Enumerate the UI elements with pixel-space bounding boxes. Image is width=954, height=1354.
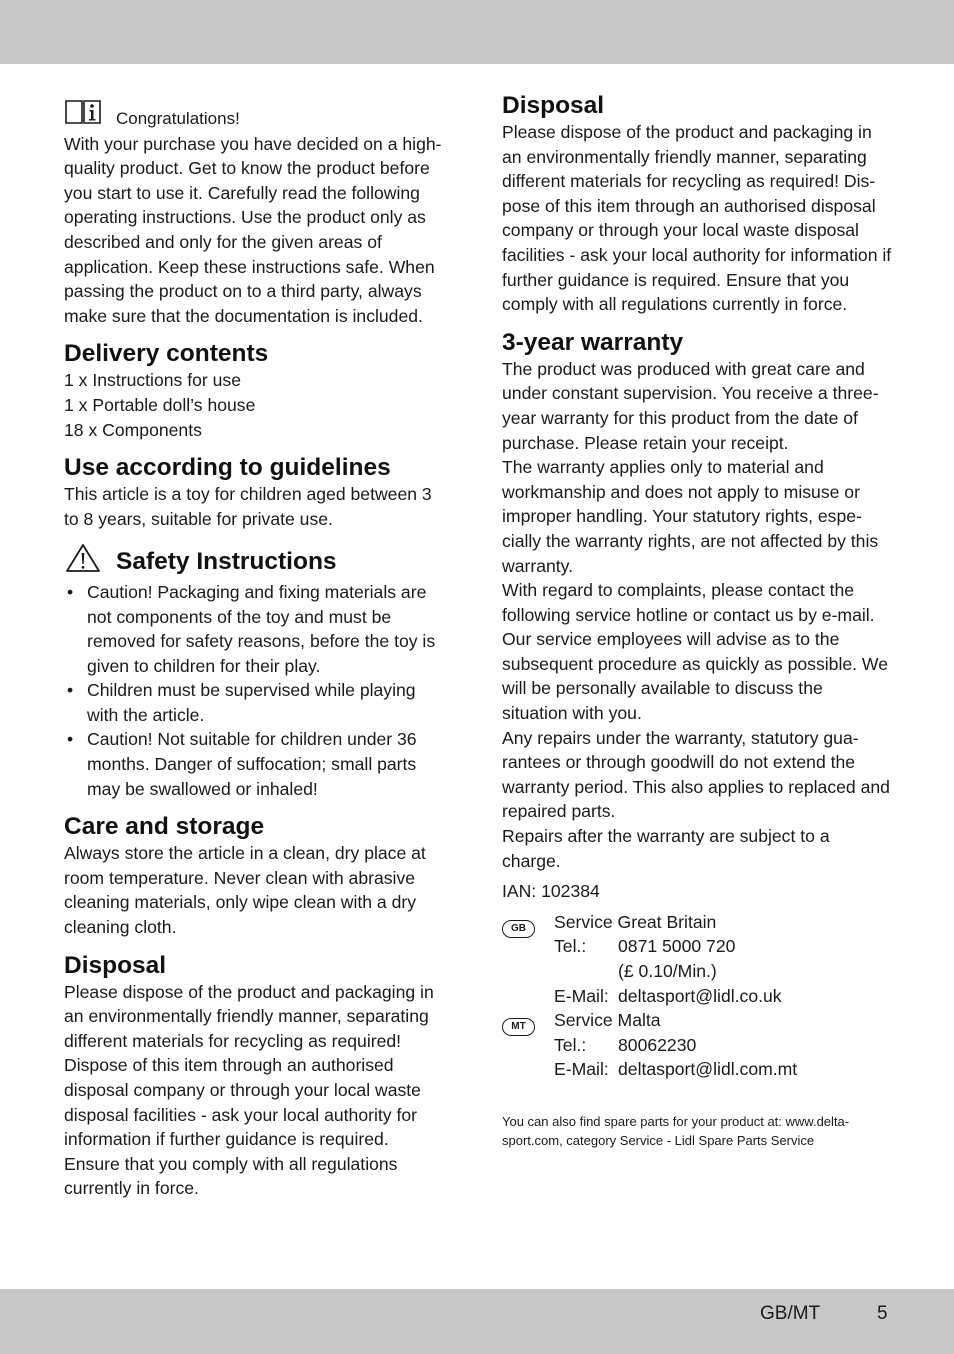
header-band xyxy=(0,0,954,64)
service-mt-tel: 80062230 xyxy=(618,1034,697,1055)
disposal-left-title: Disposal xyxy=(64,951,167,979)
safety-header xyxy=(64,543,449,580)
warranty-paragraph: Any repairs under the warranty, statutory gua-rantees or through goodwill do not extend the warranty period. This also applies to replaced and repaired parts. xyxy=(502,727,890,822)
service-mt xyxy=(502,1008,892,1082)
delivery-item: 1 x Instructions for use xyxy=(64,370,241,391)
delivery-item: 1 x Portable doll’s house xyxy=(64,394,256,415)
warranty-paragraph: The product was produced with great care and under constant supervision. You receive a three-year warranty for this product from the date of purchase. Please retain your receipt. xyxy=(502,358,879,453)
delivery-title: Delivery contents xyxy=(64,340,269,368)
service-gb-tel: 0871 5000 720 xyxy=(618,936,736,957)
service-gb xyxy=(502,910,892,1008)
intro-greeting: Congratulations! xyxy=(116,109,240,128)
guidelines-section xyxy=(64,454,449,531)
disposal-left-section xyxy=(64,952,449,1201)
warranty-title: 3-year warranty xyxy=(502,328,684,356)
page-number: 5 xyxy=(877,1303,888,1324)
delivery-item: 18 x Components xyxy=(64,419,202,440)
info-book-icon xyxy=(64,97,102,132)
safety-item: • Caution! Packaging and fixing materials are not components of the toy and must be removed for safety reasons, before the toy is given to children for their play. xyxy=(64,580,449,678)
gb-country-badge: GB xyxy=(502,920,535,938)
warning-triangle-icon xyxy=(64,543,102,580)
spare-parts-note: You can also find spare parts for your product at: www.delta-sport.com, category Service - Lidl Spare Parts Service xyxy=(502,1113,850,1148)
warranty-section xyxy=(502,329,892,873)
safety-item: • Children must be supervised while playing with the article. xyxy=(64,678,449,727)
intro-text: With your purchase you have decided on a high-quality product. Get to know the product before you start to use it. Carefully read the following operating instructions. Use the product only as described and only for the given areas of application. Keep these instructions safe. When passing the product on to a third party, always make sure that the documentation is included. xyxy=(64,133,442,326)
guidelines-text: This article is a toy for children aged between 3 to 8 years, suitable for private use. xyxy=(64,484,432,529)
service-gb-email: deltasport@lidl.co.uk xyxy=(618,985,782,1006)
intro-header xyxy=(64,97,449,132)
ian-number: IAN: 102384 xyxy=(502,881,600,902)
disposal-right-section xyxy=(502,92,892,317)
service-mt-name: Service Malta xyxy=(554,1010,661,1031)
safety-list xyxy=(64,580,449,801)
service-gb-name: Service Great Britain xyxy=(554,911,717,932)
warranty-paragraph: With regard to complaints, please contact the following service hotline or contact us by e-mail. Our service employees will advise as to the subsequent procedure as quickly as possible. We will be personally available to discuss the situation with you. xyxy=(502,580,888,724)
service-mt-tel-label: Tel.: xyxy=(554,1034,587,1055)
service-gb-tel-note: (£ 0.10/Min.) xyxy=(618,961,717,981)
safety-item: • Caution! Not suitable for children under 36 months. Danger of suffocation; small parts may be swallowed or inhaled! xyxy=(64,727,449,801)
delivery-section xyxy=(64,340,449,442)
disposal-right-text: Please dispose of the product and packaging in an environmentally friendly manner, separating different materials for recycling as required! Dis-pose of this item through an authorised disposal company or through your local waste disposal facilities - ask your local authority for information if further guidance is required. Ensure that you comply with all regulations currently in force. xyxy=(502,122,892,315)
safety-section xyxy=(64,543,449,801)
care-section xyxy=(64,813,449,939)
service-mt-email-label: E-Mail: xyxy=(554,1059,609,1080)
warranty-paragraph: The warranty applies only to material and workmanship and does not apply to misuse or improper handling. Your statutory rights, espe-cially the warranty rights, are not affected by this warranty. xyxy=(502,457,879,576)
disposal-right-title: Disposal xyxy=(502,92,605,119)
right-column xyxy=(502,92,892,1150)
guidelines-title: Use according to guidelines xyxy=(64,454,391,482)
safety-title: Safety Instructions xyxy=(116,547,337,575)
mt-country-badge: MT xyxy=(502,1018,535,1036)
service-gb-tel-label: Tel.: xyxy=(554,936,587,957)
service-mt-email: deltasport@lidl.com.mt xyxy=(618,1059,798,1080)
disposal-left-text: Please dispose of the product and packaging in an environmentally friendly manner, separating different materials for recycling as required! Dispose of this item through an authorised disposal company or through your local waste disposal facilities - ask your local authority for information if further guidance is required. Ensure that you comply with all regulations currently in force. xyxy=(64,981,434,1199)
service-gb-email-label: E-Mail: xyxy=(554,985,609,1006)
care-title: Care and storage xyxy=(64,813,265,841)
care-text: Always store the article in a clean, dry place at room temperature. Never clean with abrasive cleaning materials, only wipe clean with a dry cleaning cloth. xyxy=(64,843,426,938)
footer-language: GB/MT xyxy=(760,1303,821,1324)
left-column xyxy=(64,92,449,1201)
warranty-paragraph: Repairs after the warranty are subject to a charge. xyxy=(502,826,830,871)
service-block xyxy=(502,910,892,1082)
